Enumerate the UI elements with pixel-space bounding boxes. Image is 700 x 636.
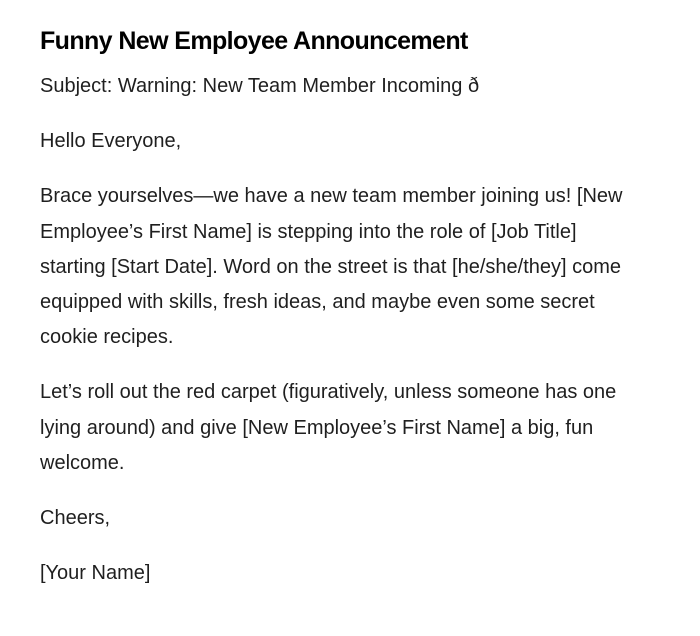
email-subject-line: Subject: Warning: New Team Member Incoming ð [40, 75, 480, 97]
document-title: Funny New Employee Announcement [40, 27, 468, 55]
document [40, 22, 640, 591]
greeting: Hello Everyone, [40, 130, 182, 153]
body-paragraph-welcome: Let’s roll out the red carpet (figuratively, unless someone has one lying around) and give [New Employee’s First Name] a big, fun welcome. [40, 381, 617, 474]
closing: Cheers, [40, 507, 111, 530]
body-paragraph-intro: Brace yourselves—we have a new team member joining us! [New Employee’s First Name] is stepping into the role of [Job Title] starting [Start Date]. Word on the street is that [he/she/they] come equipped with skills, fresh ideas, and maybe even some secret cookie recipes. [40, 185, 623, 349]
signature: [Your Name] [40, 562, 151, 585]
